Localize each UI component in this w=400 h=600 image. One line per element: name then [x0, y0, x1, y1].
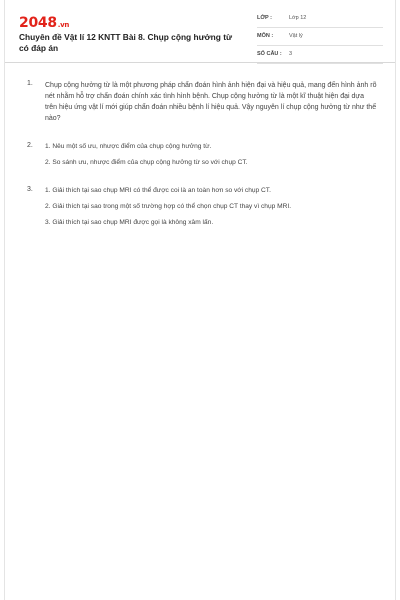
question-number: 2. — [27, 142, 33, 149]
logo-main: 2048 — [19, 15, 57, 31]
meta-row-class — [257, 13, 383, 28]
document-title: Chuyên đề Vật lí 12 KNTT Bài 8. Chụp cộng hưởng từ có đáp án — [19, 32, 233, 53]
sub-question: 1. Giải thích tại sao chụp MRI có thể được coi là an toàn hơn so với chụp CT. — [45, 187, 271, 194]
meta-row-subject — [257, 31, 383, 46]
meta-label-subject: MÔN : — [257, 33, 274, 39]
meta-label-count: SỐ CÂU : — [257, 51, 282, 57]
question-3 — [19, 186, 377, 228]
meta-value-subject: Vật lý — [289, 33, 303, 39]
sub-question: 2. So sánh ưu, nhược điểm của chụp cộng hưởng từ so với chụp CT. — [45, 159, 248, 166]
meta-value-class: Lớp 12 — [289, 15, 307, 21]
meta-label-class: LỚP : — [257, 15, 272, 21]
question-list — [19, 80, 377, 242]
question-2 — [19, 142, 377, 168]
question-number: 3. — [27, 186, 33, 193]
logo-suffix: .vn — [57, 21, 70, 29]
question-text: Chụp cộng hưởng từ là một phương pháp chẩn đoán hình ảnh hiện đại và hiệu quả, mang đến hình ảnh rõ nét nhằm hỗ trợ chẩn đoán chính xác tình hình bệnh. Chụp cộng hưởng từ là một kĩ thuật hiện đại dựa trên hiệu ứng vật lí mới giúp chẩn đoán nhiều bệnh lí hiệu quả. Vậy nguyên lí chụp cộng hưởng từ như thế nào? — [45, 82, 377, 122]
meta-value-count: 3 — [289, 51, 293, 57]
meta-info — [257, 13, 383, 67]
question-number: 1. — [27, 80, 33, 87]
document-page — [4, 0, 396, 600]
sub-question: 3. Giải thích tại sao chụp MRI được gọi là không xâm lấn. — [45, 219, 214, 226]
question-1 — [19, 80, 377, 124]
sub-question: 2. Giải thích tại sao trong một số trường hợp có thể chọn chụp CT thay vì chụp MRI. — [45, 203, 292, 210]
document-header — [5, 0, 395, 63]
meta-row-count — [257, 49, 383, 64]
sub-question: 1. Nêu một số ưu, nhược điểm của chụp cộng hưởng từ. — [45, 143, 212, 150]
site-logo[interactable] — [19, 15, 69, 31]
